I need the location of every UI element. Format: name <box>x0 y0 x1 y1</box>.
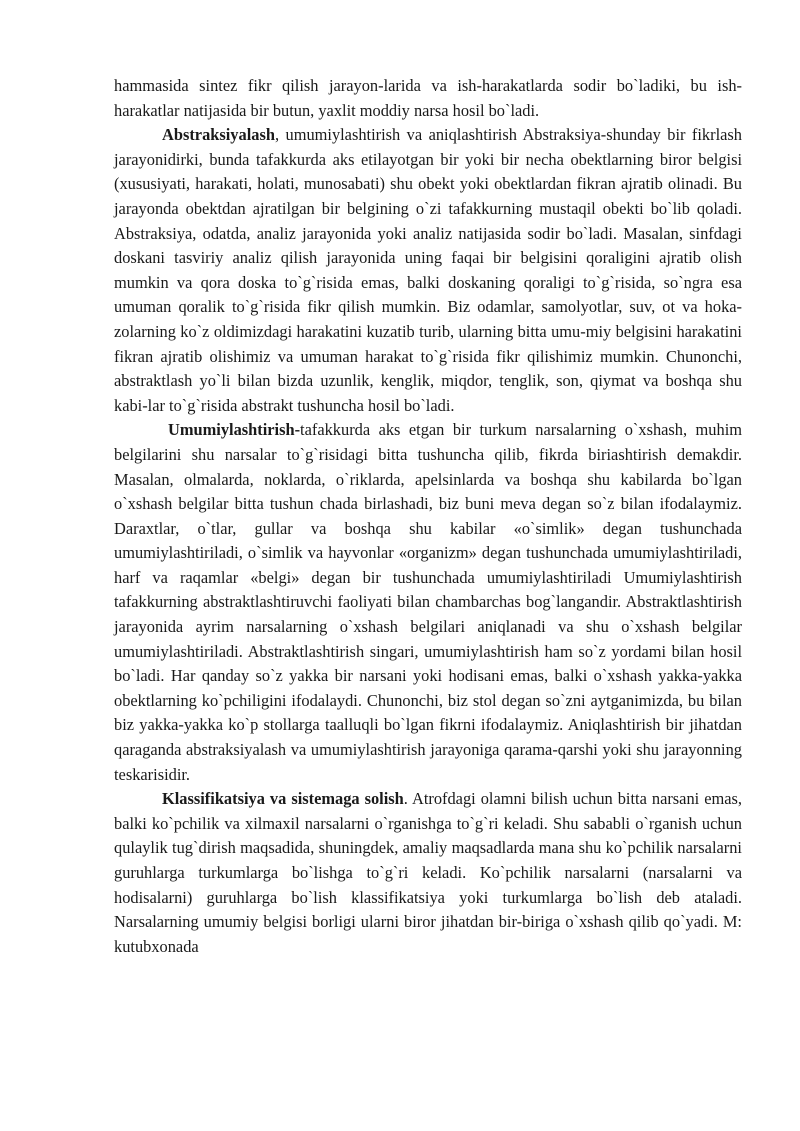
paragraph-text: hammasida sintez fikr qilish jarayon-larida va ish-harakatlarda sodir bo`ladiki, bu ish-harakatlar natijasida bir butun, yaxlit moddiy narsa hosil bo`ladi. <box>114 76 742 120</box>
document-page <box>114 74 742 959</box>
paragraph-text: , umumiylashtirish va aniqlashtirish Abstraksiya-shunday bir fikrlash jarayonidirki, bunda tafakkurda aks etilayotgan bir yoki bir necha obektlarning biror belgisi (xususiyati, harakati, holati, munosabati) shu obekt yoki obektlardan fikran ajratib olinadi. Bu jarayonda obektdan ajratilgan bir belgining o`zi tafakkurning mustaqil obekti bo`lib qoladi. Abstraksiya, odatda, analiz jarayonida yoki analiz natijasida sodir bo`ladi. Masalan, sinfdagi doskani tasviriy analiz qilish jarayonida uning faqai bir belgisini qoraligini ajratib olish mumkin va qora doska to`g`risida emas, balki doskaning qoraligi to`g`risida, so`ngra esa umuman qoralik to`g`risida fikr qilish mumkin. Biz odamlar, samolyotlar, suv, ot va hoka-zolarning ko`z oldimizdagi harakatini kuzatib turib, ularning bitta umu-miy belgisini harakatini fikran ajratib olishimiz va umuman harakat to`g`risida fikr qilishimiz mumkin. Chunonchi, abstraktlash yo`li bilan bizda uzunlik, kenglik, miqdor, tenglik, son, qiymat va boshqa shu kabi-lar to`g`risida abstrakt tushuncha hosil bo`ladi. <box>114 125 742 415</box>
paragraph-heading-generalization: Umumiylashtirish- <box>168 420 301 440</box>
paragraph-generalization <box>114 418 742 787</box>
paragraph-text: tafakkurda aks etgan bir turkum narsalarning o`xshash, muhim belgilarini shu narsalar to`g`risidagi bitta tushuncha qilib, fikrda biriashtirish demakdir. Masalan, olmalarda, noklarda, o`riklarda, apelsinlarda va boshqa shu kabilarda bo`lgan o`xshash belgilar bitta tushun chada birlashadi, biz buni meva degan so`z bilan ifodalaymiz. Daraxtlar, o`tlar, gullar va boshqa shu kabilar «o`simlik» degan tushunchada umumiylashtiriladi, o`simlik va hayvonlar «organizm» degan tushunchada umumiylashtiriladi, harf va raqamlar «belgi» degan bir tushunchada umumiylashtiriladi Umumiylashtirish tafakkurning abstraktlashtiruvchi faoliyati bilan chambarchas bog`langandir. Abstraktlashtirish jarayonida ayrim narsalarning o`xshash belgilari aniqlanadi va shu o`xshash belgilar umumiylashtiriladi. Abstraktlashtirish singari, umumiylashtirish ham so`z yordami bilan hosil bo`ladi. Har qanday so`z yakka bir narsani yoki hodisani emas, balki o`xshash yakka-yakka obektlarning ko`pchiligini ifodalaydi. Chunonchi, biz stol degan so`zni aytganimizda, bu bilan biz yakka-yakka ko`p stollarga taalluqli bo`lgan fikrni ifodalaymiz. Aniqlashtirish bir jihatdan qaraganda abstraksiyalash va umumiylashtirish jarayoniga qarama-qarshi yoki shu jarayonning teskarisidir. <box>114 420 742 784</box>
paragraph-classification <box>114 787 742 959</box>
paragraph-text: . Atrofdagi olamni bilish uchun bitta narsani emas, balki ko`pchilik va xilmaxil narsalarni o`rganishga to`g`ri keladi. Shu sababli o`rganish uchun qulaylik tug`dirish maqsadida, shuningdek, amaliy maqsadlarda mana shu ko`pchilik narsalarni guruhlarga turkumlarga bo`lishga to`g`ri keladi. Ko`pchilik narsalarni (narsalarni va hodisalarni) guruhlarga bo`lish klassifikatsiya yoki turkumlarga bo`lish deb ataladi. Narsalarning umumiy belgisi borligi ularni biror jihatdan bir-biriga o`xshash qilib qo`yadi. M: kutubxonada <box>114 789 742 956</box>
paragraph-abstraction <box>114 123 742 418</box>
paragraph-heading-abstraction: Abstraksiyalash <box>162 125 275 145</box>
paragraph-synthesis-end <box>114 74 742 123</box>
paragraph-heading-classification: Klassifikatsiya va sistemaga solish <box>162 789 404 809</box>
